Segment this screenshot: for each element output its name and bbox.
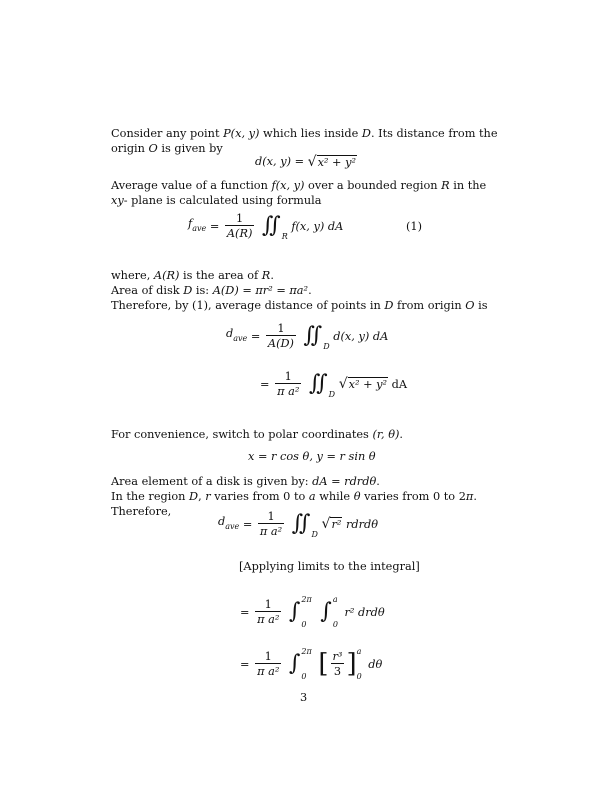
text: . bbox=[270, 269, 274, 282]
right-bracket: ] bbox=[346, 649, 357, 679]
fraction: $\frac{\text{r³}}{3}$ bbox=[332, 650, 343, 678]
equals: = bbox=[240, 657, 250, 671]
paragraph-intro bbox=[111, 126, 501, 156]
equation-dave-polar bbox=[218, 510, 378, 542]
text: Consider any point bbox=[111, 127, 224, 140]
math-theta: θ bbox=[353, 490, 361, 503]
text: Area element of a disk is given by: bbox=[111, 475, 313, 488]
math-pi: π bbox=[465, 490, 474, 503]
integrand: d(x, y) dA bbox=[333, 329, 389, 343]
math-D: D bbox=[183, 284, 193, 297]
lower-limit: 0 bbox=[356, 672, 362, 681]
left-bracket: [ bbox=[318, 649, 329, 679]
math-D: D bbox=[361, 127, 371, 140]
equals: = bbox=[209, 219, 220, 233]
math-f: f(x, y) bbox=[271, 179, 305, 192]
integral-icon: ∫ bbox=[288, 651, 301, 676]
sqrt: √r² bbox=[321, 515, 342, 532]
math-O: O bbox=[148, 142, 158, 155]
text: varies from 0 to bbox=[210, 490, 309, 503]
eq-lhs: f bbox=[188, 217, 193, 230]
equation-evaluated bbox=[240, 647, 383, 681]
math-r: r bbox=[205, 490, 211, 503]
math-dA: dA = rdrdθ bbox=[312, 475, 377, 488]
radicand: x² + y² bbox=[317, 155, 357, 169]
upper-limit: 2π bbox=[301, 595, 312, 604]
subscript: ave bbox=[225, 522, 240, 531]
equation-limits bbox=[240, 595, 385, 629]
upper-limit: 2π bbox=[301, 647, 312, 656]
text: . bbox=[399, 428, 404, 441]
text: over a bounded region bbox=[304, 179, 442, 192]
equation-distance bbox=[255, 154, 357, 170]
double-integral-icon: ∬ bbox=[303, 323, 323, 348]
math-R: R bbox=[261, 269, 271, 282]
fraction: $\frac{1}{A(D)}$ bbox=[267, 322, 294, 350]
text: Area of disk bbox=[111, 284, 184, 297]
integral-icon: ∫ bbox=[288, 599, 301, 624]
paragraph-where bbox=[111, 268, 501, 313]
text: while bbox=[315, 490, 354, 503]
text: . bbox=[376, 475, 380, 488]
text: which lies inside bbox=[259, 127, 362, 140]
integral-region: D bbox=[311, 530, 318, 539]
sqrt: √x² + y² bbox=[338, 375, 388, 392]
fraction: $\frac{1}{\text{π a²}}$ bbox=[259, 510, 283, 538]
double-integral-icon: ∬ bbox=[261, 213, 281, 238]
double-integral-icon: ∬ bbox=[291, 511, 311, 536]
text: Therefore, by (1), average distance of points in bbox=[111, 299, 385, 312]
text: Average value of a function bbox=[111, 179, 272, 192]
lower-limit: 0 bbox=[301, 620, 307, 629]
math-a: a bbox=[308, 490, 316, 503]
page-number: 3 bbox=[300, 691, 308, 704]
math-AR: A(R) bbox=[153, 269, 180, 282]
subscript: ave bbox=[192, 224, 207, 233]
radicand: r² bbox=[331, 517, 342, 531]
upper-limit: a bbox=[356, 647, 362, 656]
text: , bbox=[198, 490, 206, 503]
text: . Therefore, bbox=[111, 490, 477, 518]
text: . bbox=[308, 284, 312, 297]
text: In the region bbox=[111, 490, 190, 503]
fraction: $\frac{1}{\text{π a²}}$ bbox=[277, 370, 300, 398]
text: is: bbox=[192, 284, 213, 297]
text: For convenience, switch to polar coordinates bbox=[111, 428, 373, 441]
equals: = bbox=[242, 517, 253, 531]
math-area-formula: A(D) = πr² = πa² bbox=[212, 284, 309, 297]
integrand: r² drdθ bbox=[344, 605, 385, 619]
equals: = bbox=[260, 377, 270, 391]
text: where, bbox=[111, 269, 154, 282]
equals: = bbox=[250, 329, 261, 343]
radicand: x² + y² bbox=[348, 377, 388, 391]
equation-number: (1) bbox=[406, 220, 423, 233]
math-R: R bbox=[441, 179, 450, 192]
integrand: f(x, y) dA bbox=[291, 219, 344, 233]
text: . Its distance from the origin bbox=[111, 127, 498, 155]
paragraph-polar bbox=[111, 427, 501, 442]
fraction: $\frac{1}{\text{π a²}}$ bbox=[257, 598, 280, 626]
differential: dθ bbox=[368, 657, 383, 671]
math-D: D bbox=[189, 490, 199, 503]
eq-lhs: d bbox=[218, 515, 226, 528]
integral-icon: ∫ bbox=[320, 599, 332, 624]
lower-limit: 0 bbox=[332, 620, 338, 629]
double-integral-icon: ∬ bbox=[308, 371, 328, 396]
lower-limit: 0 bbox=[301, 672, 307, 681]
eq-lhs: d(x, y) = bbox=[255, 155, 305, 168]
text: from origin bbox=[393, 299, 466, 312]
text: is given by bbox=[157, 142, 223, 155]
text: - plane is calculated using formula bbox=[123, 194, 322, 207]
math-xy: xy bbox=[111, 194, 124, 207]
math-point: P(x, y) bbox=[223, 127, 260, 140]
paragraph-average bbox=[111, 178, 501, 208]
sqrt: √x² + y² bbox=[307, 153, 357, 170]
eq-lhs: d bbox=[226, 327, 234, 340]
integral-region: D bbox=[328, 390, 336, 399]
equation-polar: x = r cos θ, y = r sin θ bbox=[248, 450, 376, 463]
fraction: $\frac{1}{A(R)}$ bbox=[226, 212, 253, 240]
equation-dave-1 bbox=[226, 322, 388, 354]
equation-1 bbox=[188, 212, 343, 244]
differential: dA bbox=[391, 377, 408, 391]
note-applying-limits: [Applying limits to the integral] bbox=[239, 560, 420, 573]
differential: rdrdθ bbox=[346, 517, 379, 531]
math-D: D bbox=[384, 299, 394, 312]
text: is bbox=[474, 299, 488, 312]
text: is the area of bbox=[179, 269, 262, 282]
text: in the bbox=[449, 179, 487, 192]
subscript: ave bbox=[233, 334, 248, 343]
integral-region: R bbox=[281, 232, 288, 241]
math-O: O bbox=[465, 299, 475, 312]
fraction: $\frac{1}{\text{π a²}}$ bbox=[257, 650, 280, 678]
equation-dave-2 bbox=[260, 370, 407, 402]
text: varies from 0 to 2 bbox=[360, 490, 466, 503]
integral-region: D bbox=[323, 342, 330, 351]
math-coords: (r, θ) bbox=[372, 428, 400, 441]
upper-limit: a bbox=[332, 595, 338, 604]
equals: = bbox=[240, 605, 250, 619]
